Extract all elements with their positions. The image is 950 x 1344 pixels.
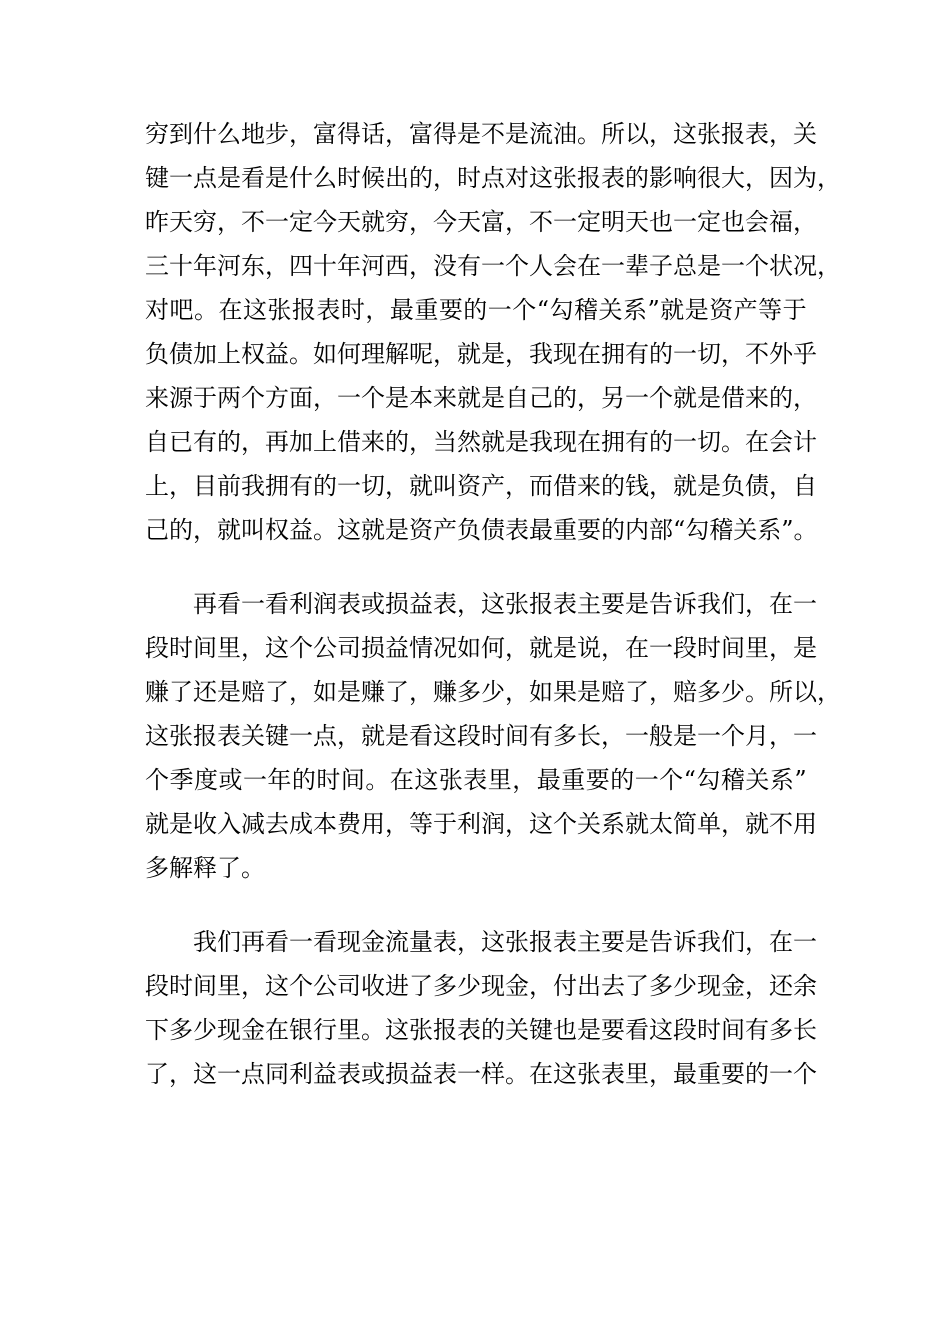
paragraph-3-line-2: 段 时 间 里 ， 这 个 公 司 收 进 了 多 少 现 金 ， 付 出 去 了 多 少 现 金 ， 还 余 (145, 972, 817, 1000)
paragraph-3-line-3: 下 多 少 现 金 在 银 行 里 。 这 张 报 表 的 关 键 也 是 要 看 这 段 时 间 有 多 长 (145, 1016, 817, 1044)
paragraph-2-line-7: 多解释了。 (145, 854, 265, 882)
paragraph-1-line-1: 穷 到 什 么 地 步 ， 富 得 话 ， 富 得 是 不 是 流 油 。 所 以 ， 这 张 报 表 ， 关 (145, 120, 817, 148)
paragraph-1-line-8: 自 已 有 的 ， 再 加 上 借 来 的 ， 当 然 就 是 我 现 在 拥 有 的 一 切 。 在 会 计 (145, 428, 817, 456)
paragraph-3-line-4: 了 ， 这 一 点 同 利 益 表 或 损 益 表 一 样 。 在 这 张 表 里 ， 最 重 要 的 一 个 (145, 1060, 817, 1088)
paragraph-1-line-7: 来 源 于 两 个 方 面 ， 一 个 是 本 来 就 是 自 己 的 ， 另 一 个 就 是 借 来 的 ， (145, 384, 817, 412)
paragraph-2-line-3: 赚 了 还 是 赔 了 ， 如 是 赚 了 ， 赚 多 少 ， 如 果 是 赔 了 ， 赔 多 少 。 所 以 ， (145, 678, 841, 706)
paragraph-1-line-2: 键 一 点 是 看 是 什 么 时 候 出 的 ， 时 点 对 这 张 报 表 的 影 响 很 大 ， 因 为 ， (145, 164, 841, 192)
paragraph-1-line-5: 对 吧 。 在 这 张 报 表 时 ， 最 重 要 的 一 个 “ 勾 稽 关 系 ” 就 是 资 产 等 于 (145, 296, 807, 324)
paragraph-spacer (145, 890, 807, 920)
paragraph-spacer (145, 552, 807, 582)
document-body (145, 112, 841, 1096)
paragraph-1-line-6: 负 债 加 上 权 益 。 如 何 理 解 呢 ， 就 是 ， 我 现 在 拥 有 的 一 切 ， 不 外 乎 (145, 340, 817, 368)
paragraph-1-line-10: 己的，就叫权益。这就是资产负债表最重要的内部“勾稽关系”。 (145, 516, 818, 544)
paragraph-2-line-1: 再 看 一 看 利 润 表 或 损 益 表 ， 这 张 报 表 主 要 是 告 诉 我 们 ， 在 一 (193, 590, 817, 618)
paragraph-1-line-3: 昨 天 穷 ， 不 一 定 今 天 就 穷 ， 今 天 富 ， 不 一 定 明 天 也 一 定 也 会 福 ， (145, 208, 817, 236)
paragraph-2-line-5: 个 季 度 或 一 年 的 时 间 。 在 这 张 表 里 ， 最 重 要 的 一 个 “ 勾 稽 关 系 ” (145, 766, 807, 794)
paragraph-2-line-6: 就 是 收 入 减 去 成 本 费 用 ， 等 于 利 润 ， 这 个 关 系 就 太 简 单 ， 就 不 用 (145, 810, 817, 838)
paragraph-1-line-4: 三 十 年 河 东 ， 四 十 年 河 西 ， 没 有 一 个 人 会 在 一 辈 子 总 是 一 个 状 况 ， (145, 252, 841, 280)
paragraph-1-line-9: 上 ， 目 前 我 拥 有 的 一 切 ， 就 叫 资 产 ， 而 借 来 的 钱 ， 就 是 负 债 ， 自 (145, 472, 817, 500)
paragraph-3-line-1: 我 们 再 看 一 看 现 金 流 量 表 ， 这 张 报 表 主 要 是 告 诉 我 们 ， 在 一 (193, 928, 817, 956)
paragraph-2-line-4: 这 张 报 表 关 键 一 点 ， 就 是 看 这 段 时 间 有 多 长 ， 一 般 是 一 个 月 ， 一 (145, 722, 817, 750)
paragraph-2-line-2: 段 时 间 里 ， 这 个 公 司 损 益 情 况 如 何 ， 就 是 说 ， 在 一 段 时 间 里 ， 是 (145, 634, 817, 662)
